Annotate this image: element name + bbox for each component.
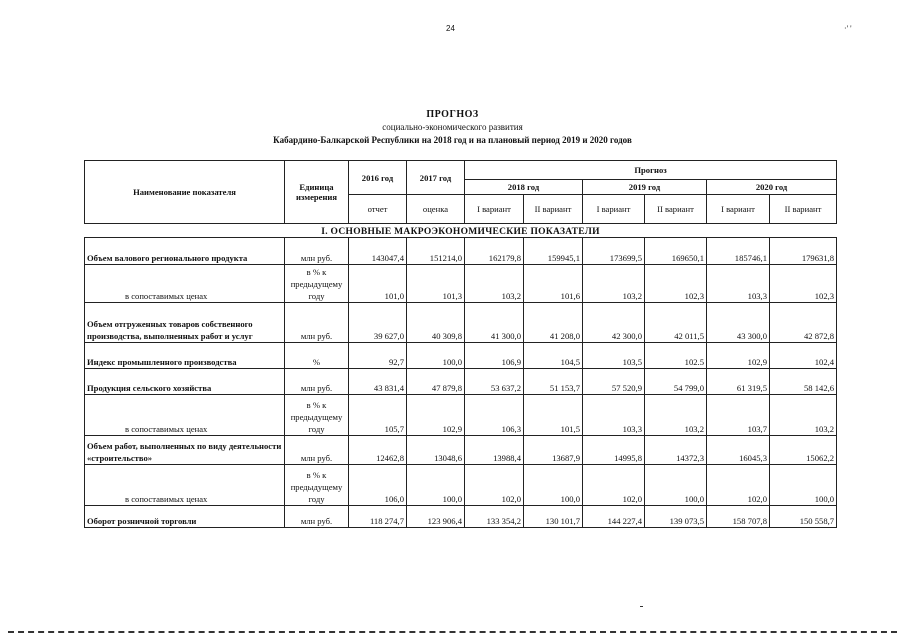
row-unit: в % к предыдущему году: [285, 395, 349, 436]
header-2018: 2018 год: [465, 180, 583, 195]
cell-value: 102,9: [407, 395, 465, 436]
cell-value: 43 831,4: [349, 369, 407, 395]
cell-value: 104,5: [524, 343, 583, 369]
row-name: Оборот розничной торговли: [85, 506, 285, 528]
cell-value: 185746,1: [707, 238, 770, 265]
forecast-table: [84, 160, 837, 528]
cell-value: 54 799,0: [645, 369, 707, 395]
cell-value: 103,2: [770, 395, 837, 436]
page-number: 24: [446, 24, 455, 33]
cell-value: 53 637,2: [465, 369, 524, 395]
cell-value: 42 300,0: [583, 303, 645, 343]
cell-value: 103,2: [645, 395, 707, 436]
row-unit: млн руб.: [285, 369, 349, 395]
row-name: в сопоставимых ценах: [85, 265, 285, 303]
header-2018-var1: I вариант: [465, 195, 524, 224]
cell-value: 102,0: [465, 465, 524, 506]
document-period: Кабардино-Балкарской Республики на 2018 год и на плановый период 2019 и 2020 годов: [273, 135, 632, 145]
header-2019-var2: II вариант: [645, 195, 707, 224]
row-name: Продукция сельского хозяйства: [85, 369, 285, 395]
cell-value: 101,6: [524, 265, 583, 303]
cell-value: 42 011,5: [645, 303, 707, 343]
table-row: [85, 465, 837, 506]
cell-value: 100,0: [770, 465, 837, 506]
header-2020-var1: I вариант: [707, 195, 770, 224]
header-estimate: оценка: [407, 195, 465, 224]
cell-value: 102,3: [770, 265, 837, 303]
cell-value: 100,0: [524, 465, 583, 506]
cell-value: 173699,5: [583, 238, 645, 265]
header-2019-var1: I вариант: [583, 195, 645, 224]
cell-value: 106,0: [349, 465, 407, 506]
cell-value: 144 227,4: [583, 506, 645, 528]
row-unit: в % к предыдущему году: [285, 265, 349, 303]
header-2019: 2019 год: [583, 180, 707, 195]
cell-value: 102,0: [583, 465, 645, 506]
header-2018-var2: II вариант: [524, 195, 583, 224]
table-row: [85, 265, 837, 303]
cell-value: 139 073,5: [645, 506, 707, 528]
cell-value: 39 627,0: [349, 303, 407, 343]
table-row: [85, 506, 837, 528]
corner-marks: ·' ': [844, 24, 852, 33]
cell-value: 106,3: [465, 395, 524, 436]
cell-value: 143047,4: [349, 238, 407, 265]
cell-value: 101,3: [407, 265, 465, 303]
document-subtitle: социально-экономического развития: [382, 122, 523, 132]
row-name: в сопоставимых ценах: [85, 465, 285, 506]
document-title: ПРОГНОЗ: [426, 109, 479, 120]
header-indicator: Наименование показателя: [85, 161, 285, 224]
header-unit: Единица измерения: [285, 161, 349, 224]
header-2017: 2017 год: [407, 161, 465, 195]
cell-value: 102,3: [645, 265, 707, 303]
cell-value: 130 101,7: [524, 506, 583, 528]
cell-value: 13988,4: [465, 436, 524, 465]
cell-value: 102,4: [770, 343, 837, 369]
cell-value: 103,5: [583, 343, 645, 369]
cell-value: 159945,1: [524, 238, 583, 265]
cell-value: 57 520,9: [583, 369, 645, 395]
header-2020-var2: II вариант: [770, 195, 837, 224]
scan-mark: [640, 606, 643, 607]
row-name: в сопоставимых ценах: [85, 395, 285, 436]
cell-value: 16045,3: [707, 436, 770, 465]
cell-value: 101,0: [349, 265, 407, 303]
cell-value: 41 208,0: [524, 303, 583, 343]
section-title: I. ОСНОВНЫЕ МАКРОЭКОНОМИЧЕСКИЕ ПОКАЗАТЕЛИ: [85, 224, 837, 238]
cell-value: 103,2: [465, 265, 524, 303]
cell-value: 103,3: [583, 395, 645, 436]
cell-value: 40 309,8: [407, 303, 465, 343]
cell-value: 14372,3: [645, 436, 707, 465]
cell-value: 42 872,8: [770, 303, 837, 343]
cell-value: 15062,2: [770, 436, 837, 465]
cell-value: 14995,8: [583, 436, 645, 465]
cell-value: 105,7: [349, 395, 407, 436]
cell-value: 150 558,7: [770, 506, 837, 528]
table-row: [85, 395, 837, 436]
row-name: Объем валового регионального продукта: [85, 238, 285, 265]
cell-value: 43 300,0: [707, 303, 770, 343]
cell-value: 179631,8: [770, 238, 837, 265]
cell-value: 118 274,7: [349, 506, 407, 528]
cell-value: 12462,8: [349, 436, 407, 465]
header-forecast: Прогноз: [465, 161, 837, 180]
table-row: [85, 343, 837, 369]
cell-value: 58 142,6: [770, 369, 837, 395]
header-report: отчет: [349, 195, 407, 224]
table-row: [85, 303, 837, 343]
cell-value: 102,0: [707, 465, 770, 506]
cell-value: 92,7: [349, 343, 407, 369]
cell-value: 169650,1: [645, 238, 707, 265]
table-row: [85, 436, 837, 465]
row-unit: млн руб.: [285, 303, 349, 343]
row-unit: млн руб.: [285, 436, 349, 465]
cell-value: 13687,9: [524, 436, 583, 465]
table-row: [85, 369, 837, 395]
cell-value: 123 906,4: [407, 506, 465, 528]
cell-value: 61 319,5: [707, 369, 770, 395]
row-name: Индекс промышленного производства: [85, 343, 285, 369]
row-unit: млн руб.: [285, 506, 349, 528]
cell-value: 133 354,2: [465, 506, 524, 528]
cell-value: 102.5: [645, 343, 707, 369]
cell-value: 162179,8: [465, 238, 524, 265]
cell-value: 158 707,8: [707, 506, 770, 528]
cell-value: 47 879,8: [407, 369, 465, 395]
cell-value: 51 153,7: [524, 369, 583, 395]
cell-value: 101,5: [524, 395, 583, 436]
cell-value: 102,9: [707, 343, 770, 369]
title-block: [0, 108, 905, 147]
cell-value: 106,9: [465, 343, 524, 369]
page-bottom-edge: [8, 631, 897, 633]
cell-value: 13048,6: [407, 436, 465, 465]
header-2020: 2020 год: [707, 180, 837, 195]
cell-value: 103,7: [707, 395, 770, 436]
cell-value: 151214,0: [407, 238, 465, 265]
row-name: Объем отгруженных товаров собственного производства, выполненных работ и услуг: [85, 303, 285, 343]
row-name: Объем работ, выполненных по виду деятельности «строительство»: [85, 436, 285, 465]
row-unit: в % к предыдущему году: [285, 465, 349, 506]
cell-value: 100,0: [407, 343, 465, 369]
cell-value: 41 300,0: [465, 303, 524, 343]
cell-value: 100,0: [645, 465, 707, 506]
cell-value: 100,0: [407, 465, 465, 506]
header-2016: 2016 год: [349, 161, 407, 195]
row-unit: млн руб.: [285, 238, 349, 265]
cell-value: 103,2: [583, 265, 645, 303]
row-unit: %: [285, 343, 349, 369]
table-row: [85, 238, 837, 265]
cell-value: 103,3: [707, 265, 770, 303]
